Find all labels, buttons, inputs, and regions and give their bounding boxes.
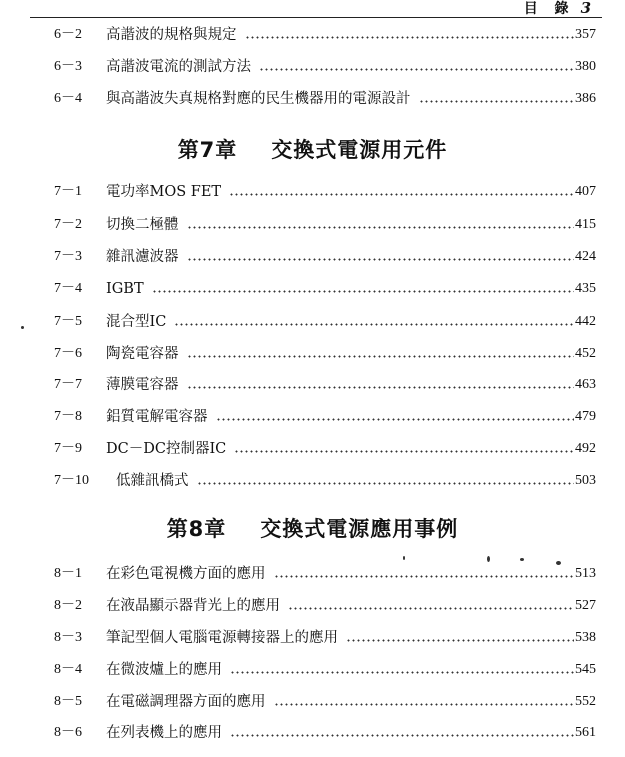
entry-page: 538 bbox=[575, 630, 596, 645]
dot-leader bbox=[152, 290, 574, 293]
entry-page: 463 bbox=[575, 377, 596, 392]
entry-title: 電功率MOS FET bbox=[106, 184, 222, 200]
toc-entry-8-2 bbox=[54, 595, 596, 617]
chapter-7-heading bbox=[0, 134, 625, 164]
toc-entry-7-4 bbox=[54, 278, 596, 300]
dot-leader bbox=[259, 68, 574, 71]
entry-number: 6－3 bbox=[54, 59, 82, 74]
entry-title: 鋁質電解電容器 bbox=[106, 409, 208, 425]
entry-page: 386 bbox=[575, 91, 596, 106]
scan-speck bbox=[556, 561, 561, 565]
toc-entry-8-6 bbox=[54, 722, 596, 744]
entry-number: 8－6 bbox=[54, 725, 82, 740]
entry-page: 435 bbox=[575, 281, 596, 296]
toc-entry-7-8 bbox=[54, 406, 596, 428]
chapter-8-heading bbox=[0, 513, 625, 543]
entry-page: 561 bbox=[575, 725, 596, 740]
dot-leader bbox=[187, 386, 575, 389]
toc-entry-8-3 bbox=[54, 627, 596, 649]
running-head-label: 目 錄 bbox=[523, 1, 575, 17]
chapter-label: 第7章 bbox=[177, 138, 238, 162]
toc-entry-7-7 bbox=[54, 374, 596, 396]
entry-number: 8－3 bbox=[54, 630, 82, 645]
entry-page: 479 bbox=[575, 409, 596, 424]
entry-title: 在電磁調理器方面的應用 bbox=[106, 694, 266, 710]
toc-entry-7-10 bbox=[54, 470, 596, 492]
entry-title: 在液晶顯示器背光上的應用 bbox=[106, 598, 280, 614]
entry-number: 7－3 bbox=[54, 249, 82, 264]
entry-title: 雜訊濾波器 bbox=[106, 249, 179, 265]
entry-number: 8－4 bbox=[54, 662, 82, 677]
entry-number: 7－8 bbox=[54, 409, 82, 424]
entry-title: 混合型IC bbox=[106, 314, 167, 330]
dot-leader bbox=[245, 36, 575, 39]
entry-page: 407 bbox=[575, 184, 596, 199]
entry-title: DC－DC控制器IC bbox=[106, 441, 227, 457]
toc-entry-7-2 bbox=[54, 214, 596, 236]
entry-title: 薄膜電容器 bbox=[106, 377, 179, 393]
dot-leader bbox=[346, 639, 574, 642]
entry-title: 在彩色電視機方面的應用 bbox=[106, 566, 266, 582]
entry-title: 在微波爐上的應用 bbox=[106, 662, 222, 678]
entry-page: 513 bbox=[575, 566, 596, 581]
dot-leader bbox=[216, 418, 575, 421]
dot-leader bbox=[187, 226, 575, 229]
entry-number: 7－5 bbox=[54, 314, 82, 329]
entry-page: 442 bbox=[575, 314, 596, 329]
entry-title: 低雜訊橋式 bbox=[116, 473, 189, 489]
entry-page: 552 bbox=[575, 694, 596, 709]
dot-leader bbox=[187, 355, 575, 358]
chapter-title: 交換式電源用元件 bbox=[271, 138, 448, 162]
entry-title: 與高諧波失真規格對應的民生機器用的電源設計 bbox=[106, 91, 411, 107]
entry-number: 7－2 bbox=[54, 217, 82, 232]
toc-entry-6-2 bbox=[54, 24, 596, 46]
entry-number: 7－6 bbox=[54, 346, 82, 361]
entry-page: 357 bbox=[575, 27, 596, 42]
toc-entry-7-1 bbox=[54, 181, 596, 203]
running-head-page-number: 3 bbox=[580, 0, 591, 17]
toc-entry-8-4 bbox=[54, 659, 596, 681]
dot-leader bbox=[187, 258, 575, 261]
dot-leader bbox=[274, 575, 575, 578]
entry-title: 筆記型個人電腦電源轉接器上的應用 bbox=[106, 630, 338, 646]
entry-title: IGBT bbox=[106, 281, 144, 297]
dot-leader bbox=[230, 734, 574, 737]
scan-speck bbox=[487, 556, 490, 562]
toc-entry-7-5 bbox=[54, 311, 596, 333]
entry-title: 切換二極體 bbox=[106, 217, 179, 233]
dot-leader bbox=[229, 193, 574, 196]
scan-speck bbox=[403, 556, 405, 560]
entry-page: 424 bbox=[575, 249, 596, 264]
entry-page: 527 bbox=[575, 598, 596, 613]
entry-title: 高諧波的規格與規定 bbox=[106, 27, 237, 43]
entry-page: 545 bbox=[575, 662, 596, 677]
entry-number: 7－1 bbox=[54, 184, 82, 199]
toc-entry-8-1 bbox=[54, 563, 596, 585]
scan-speck bbox=[21, 326, 24, 329]
entry-page: 452 bbox=[575, 346, 596, 361]
dot-leader bbox=[174, 323, 574, 326]
dot-leader bbox=[419, 100, 575, 103]
entry-title: 陶瓷電容器 bbox=[106, 346, 179, 362]
entry-number: 7－10 bbox=[54, 473, 89, 488]
dot-leader bbox=[197, 482, 575, 485]
chapter-title: 交換式電源應用事例 bbox=[260, 517, 459, 541]
entry-page: 380 bbox=[575, 59, 596, 74]
entry-number: 7－4 bbox=[54, 281, 82, 296]
entry-number: 6－4 bbox=[54, 91, 82, 106]
entry-number: 7－7 bbox=[54, 377, 82, 392]
dot-leader bbox=[234, 450, 574, 453]
scan-speck bbox=[520, 558, 524, 561]
toc-entry-6-3 bbox=[54, 56, 596, 78]
entry-title: 高諧波電流的測試方法 bbox=[106, 59, 251, 75]
entry-number: 8－2 bbox=[54, 598, 82, 613]
toc-entry-7-6 bbox=[54, 343, 596, 365]
entry-number: 6－2 bbox=[54, 27, 82, 42]
entry-page: 415 bbox=[575, 217, 596, 232]
entry-number: 8－1 bbox=[54, 566, 82, 581]
entry-number: 7－9 bbox=[54, 441, 82, 456]
toc-entry-7-3 bbox=[54, 246, 596, 268]
entry-page: 492 bbox=[575, 441, 596, 456]
entry-title: 在列表機上的應用 bbox=[106, 725, 222, 741]
chapter-label: 第8章 bbox=[166, 517, 227, 541]
entry-page: 503 bbox=[575, 473, 596, 488]
running-head bbox=[524, 0, 591, 16]
entry-number: 8－5 bbox=[54, 694, 82, 709]
dot-leader bbox=[230, 671, 574, 674]
toc-entry-7-9 bbox=[54, 438, 596, 460]
dot-leader bbox=[288, 607, 574, 610]
dot-leader bbox=[274, 703, 575, 706]
toc-entry-6-4 bbox=[54, 88, 596, 110]
header-rule bbox=[30, 17, 602, 18]
toc-entry-8-5 bbox=[54, 691, 596, 713]
